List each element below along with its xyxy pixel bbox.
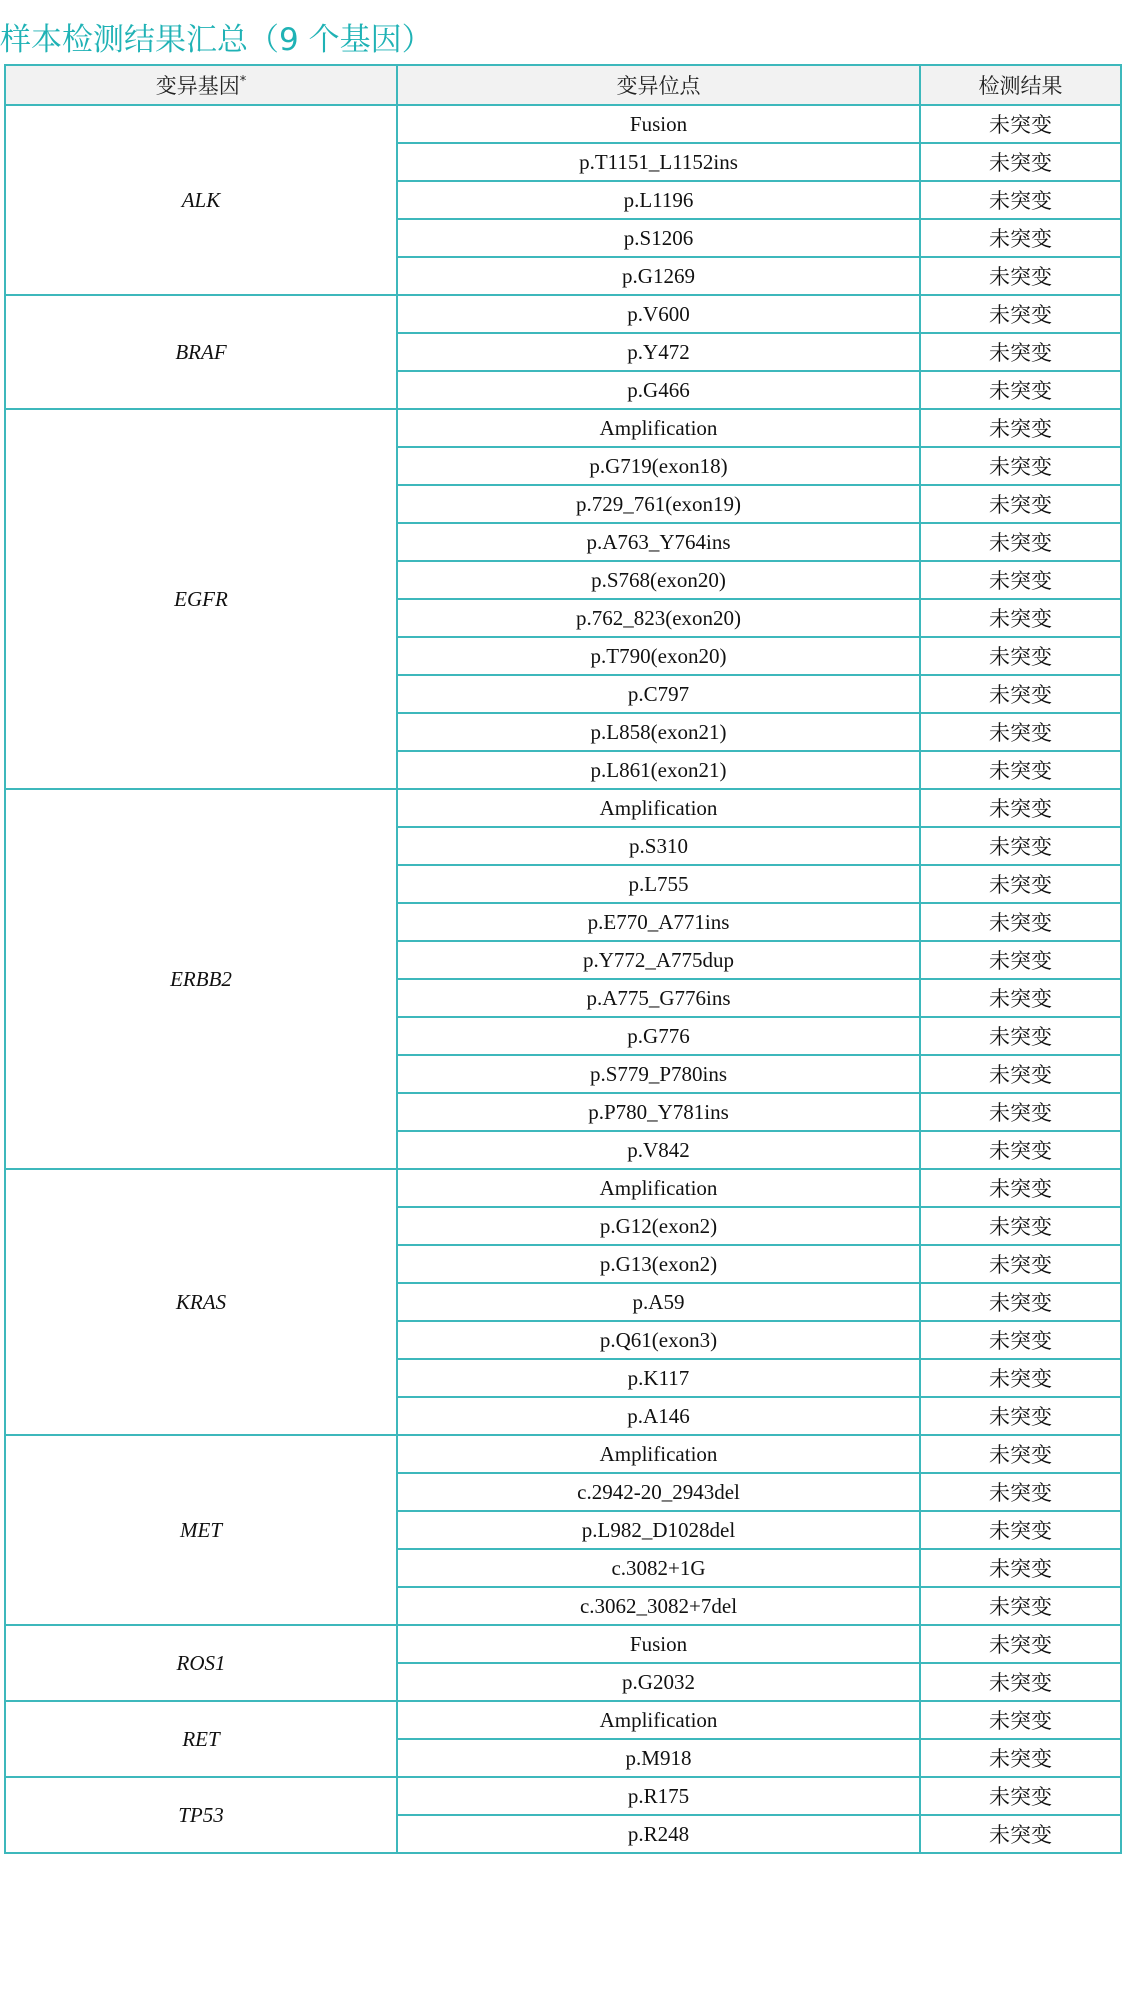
header-gene-label: 变异基因 — [155, 74, 240, 98]
page-title: 样本检测结果汇总（9 个基因） — [0, 22, 433, 58]
gene-name-cell: BRAF — [5, 295, 397, 409]
variant-site-cell: c.2942-20_2943del — [397, 1473, 920, 1511]
table-row — [5, 1169, 1121, 1207]
variant-site-cell: p.S768(exon20) — [397, 561, 920, 599]
result-cell: 未突变 — [920, 1739, 1121, 1777]
variant-site-cell: p.C797 — [397, 675, 920, 713]
variant-site-cell: p.L1196 — [397, 181, 920, 219]
table-row — [5, 1701, 1121, 1739]
variant-site-cell: p.G776 — [397, 1017, 920, 1055]
variant-site-cell: p.V842 — [397, 1131, 920, 1169]
result-cell: 未突变 — [920, 257, 1121, 295]
table-row — [5, 409, 1121, 447]
result-cell: 未突变 — [920, 979, 1121, 1017]
result-cell: 未突变 — [920, 295, 1121, 333]
result-cell: 未突变 — [920, 485, 1121, 523]
variant-site-cell: p.P780_Y781ins — [397, 1093, 920, 1131]
result-cell: 未突变 — [920, 1093, 1121, 1131]
variant-site-cell: p.G719(exon18) — [397, 447, 920, 485]
result-cell: 未突变 — [920, 371, 1121, 409]
result-cell: 未突变 — [920, 903, 1121, 941]
variant-site-cell: p.M918 — [397, 1739, 920, 1777]
variant-site-cell: p.G13(exon2) — [397, 1245, 920, 1283]
table-row — [5, 1777, 1121, 1815]
results-table — [4, 64, 1122, 1854]
variant-site-cell: p.S310 — [397, 827, 920, 865]
gene-name-cell: TP53 — [5, 1777, 397, 1853]
result-cell: 未突变 — [920, 333, 1121, 371]
gene-name-cell: RET — [5, 1701, 397, 1777]
result-cell: 未突变 — [920, 1777, 1121, 1815]
result-cell: 未突变 — [920, 827, 1121, 865]
gene-name-cell: ERBB2 — [5, 789, 397, 1169]
table-row — [5, 295, 1121, 333]
variant-site-cell: p.R175 — [397, 1777, 920, 1815]
variant-site-cell: p.T1151_L1152ins — [397, 143, 920, 181]
result-cell: 未突变 — [920, 1169, 1121, 1207]
variant-site-cell: p.L755 — [397, 865, 920, 903]
result-cell: 未突变 — [920, 1131, 1121, 1169]
variant-site-cell: Fusion — [397, 105, 920, 143]
result-cell: 未突变 — [920, 1815, 1121, 1853]
variant-site-cell: p.A146 — [397, 1397, 920, 1435]
result-cell: 未突变 — [920, 1549, 1121, 1587]
result-cell: 未突变 — [920, 675, 1121, 713]
variant-site-cell: Amplification — [397, 1169, 920, 1207]
variant-site-cell: p.G2032 — [397, 1663, 920, 1701]
variant-site-cell: p.E770_A771ins — [397, 903, 920, 941]
result-cell: 未突变 — [920, 409, 1121, 447]
result-cell: 未突变 — [920, 637, 1121, 675]
variant-site-cell: Amplification — [397, 1701, 920, 1739]
gene-name-cell: ALK — [5, 105, 397, 295]
result-cell: 未突变 — [920, 561, 1121, 599]
variant-site-cell: p.Q61(exon3) — [397, 1321, 920, 1359]
table-row — [5, 105, 1121, 143]
variant-site-cell: Amplification — [397, 1435, 920, 1473]
result-cell: 未突变 — [920, 1473, 1121, 1511]
variant-site-cell: Amplification — [397, 789, 920, 827]
variant-site-cell: p.A775_G776ins — [397, 979, 920, 1017]
variant-site-cell: p.L982_D1028del — [397, 1511, 920, 1549]
result-cell: 未突变 — [920, 1435, 1121, 1473]
variant-site-cell: p.Y772_A775dup — [397, 941, 920, 979]
result-cell: 未突变 — [920, 523, 1121, 561]
gene-name-cell: ROS1 — [5, 1625, 397, 1701]
result-cell: 未突变 — [920, 143, 1121, 181]
variant-site-cell: p.L861(exon21) — [397, 751, 920, 789]
gene-name-cell: EGFR — [5, 409, 397, 789]
table-row — [5, 1625, 1121, 1663]
variant-site-cell: p.729_761(exon19) — [397, 485, 920, 523]
variant-site-cell: p.762_823(exon20) — [397, 599, 920, 637]
result-cell: 未突变 — [920, 941, 1121, 979]
footnote-mark: * — [239, 74, 247, 89]
variant-site-cell: p.S779_P780ins — [397, 1055, 920, 1093]
variant-site-cell: p.V600 — [397, 295, 920, 333]
table-row — [5, 1435, 1121, 1473]
result-cell: 未突变 — [920, 219, 1121, 257]
result-cell: 未突变 — [920, 447, 1121, 485]
result-cell: 未突变 — [920, 1207, 1121, 1245]
gene-name-cell: KRAS — [5, 1169, 397, 1435]
result-cell: 未突变 — [920, 751, 1121, 789]
variant-site-cell: p.S1206 — [397, 219, 920, 257]
variant-site-cell: c.3062_3082+7del — [397, 1587, 920, 1625]
result-cell: 未突变 — [920, 181, 1121, 219]
result-cell: 未突变 — [920, 865, 1121, 903]
header-site: 变异位点 — [397, 65, 920, 105]
variant-site-cell: p.A763_Y764ins — [397, 523, 920, 561]
variant-site-cell: p.T790(exon20) — [397, 637, 920, 675]
variant-site-cell: c.3082+1G — [397, 1549, 920, 1587]
variant-site-cell: p.G466 — [397, 371, 920, 409]
table-header — [5, 65, 1121, 105]
result-cell: 未突变 — [920, 1397, 1121, 1435]
variant-site-cell: p.G12(exon2) — [397, 1207, 920, 1245]
header-gene — [5, 65, 397, 105]
variant-site-cell: Amplification — [397, 409, 920, 447]
result-cell: 未突变 — [920, 1245, 1121, 1283]
variant-site-cell: p.K117 — [397, 1359, 920, 1397]
variant-site-cell: p.Y472 — [397, 333, 920, 371]
result-cell: 未突变 — [920, 1359, 1121, 1397]
table-row — [5, 789, 1121, 827]
result-cell: 未突变 — [920, 1283, 1121, 1321]
variant-site-cell: Fusion — [397, 1625, 920, 1663]
variant-site-cell: p.A59 — [397, 1283, 920, 1321]
result-cell: 未突变 — [920, 1321, 1121, 1359]
table-body — [5, 105, 1121, 1853]
result-cell: 未突变 — [920, 713, 1121, 751]
result-cell: 未突变 — [920, 1701, 1121, 1739]
result-cell: 未突变 — [920, 599, 1121, 637]
variant-site-cell: p.G1269 — [397, 257, 920, 295]
variant-site-cell: p.R248 — [397, 1815, 920, 1853]
result-cell: 未突变 — [920, 105, 1121, 143]
result-cell: 未突变 — [920, 1055, 1121, 1093]
result-cell: 未突变 — [920, 1663, 1121, 1701]
header-row — [5, 65, 1121, 105]
result-cell: 未突变 — [920, 1017, 1121, 1055]
result-cell: 未突变 — [920, 1625, 1121, 1663]
result-cell: 未突变 — [920, 1587, 1121, 1625]
gene-name-cell: MET — [5, 1435, 397, 1625]
result-cell: 未突变 — [920, 1511, 1121, 1549]
header-result: 检测结果 — [920, 65, 1121, 105]
variant-site-cell: p.L858(exon21) — [397, 713, 920, 751]
result-cell: 未突变 — [920, 789, 1121, 827]
